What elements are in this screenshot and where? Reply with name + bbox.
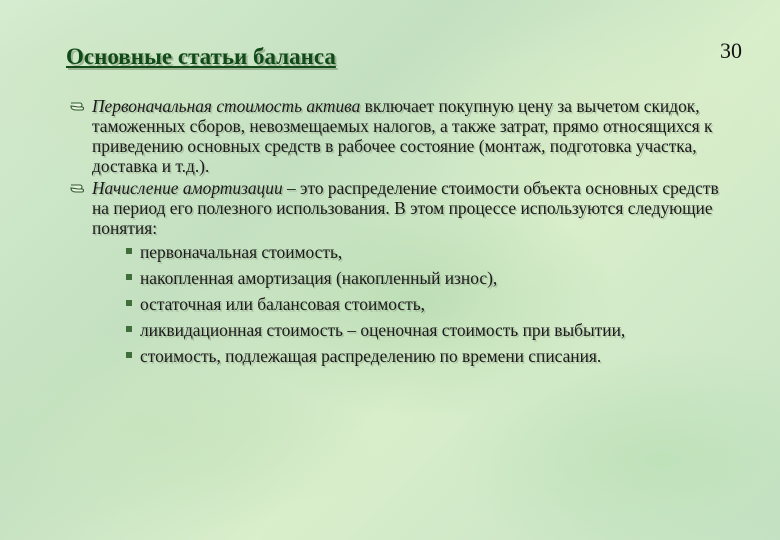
- list-item: первоначальная стоимость,: [126, 242, 720, 262]
- concepts-list: [70, 242, 720, 366]
- bullet-text: включает покупную цену за вычетом скидок, таможенных сборов, невозмещаемых налогов, а также затрат, прямо относящихся к приведению основных средств в рабочее состояние (монтаж, подготовка участка, доставка и т.д.).: [92, 96, 713, 176]
- square-bullet-icon: [126, 248, 132, 254]
- square-bullet-icon: [126, 326, 132, 332]
- slide-content: [70, 96, 720, 372]
- bullet-initial-cost: [70, 96, 720, 176]
- slide-title: Основные статьи баланса: [66, 44, 336, 69]
- square-bullet-icon: [126, 300, 132, 306]
- bullet-term: Первоначальная стоимость актива: [92, 96, 361, 116]
- square-bullet-icon: [126, 274, 132, 280]
- list-item: ликвидационная стоимость – оценочная стоимость при выбытии,: [126, 320, 720, 340]
- bullet-term: Начисление амортизации: [92, 178, 283, 198]
- square-bullet-icon: [126, 352, 132, 358]
- list-item: накопленная амортизация (накопленный износ),: [126, 268, 720, 288]
- pointing-hand-icon: [70, 179, 88, 195]
- list-item: стоимость, подлежащая распределению по времени списания.: [126, 346, 720, 366]
- bullet-text: – это распределение стоимости объекта основных средств на период его полезного использования. В этом процессе используются следующие понятия:: [92, 178, 719, 238]
- pointing-hand-icon: [70, 97, 88, 113]
- bullet-depreciation: [70, 178, 720, 238]
- list-item: остаточная или балансовая стоимость,: [126, 294, 720, 314]
- page-number: 30: [720, 38, 742, 63]
